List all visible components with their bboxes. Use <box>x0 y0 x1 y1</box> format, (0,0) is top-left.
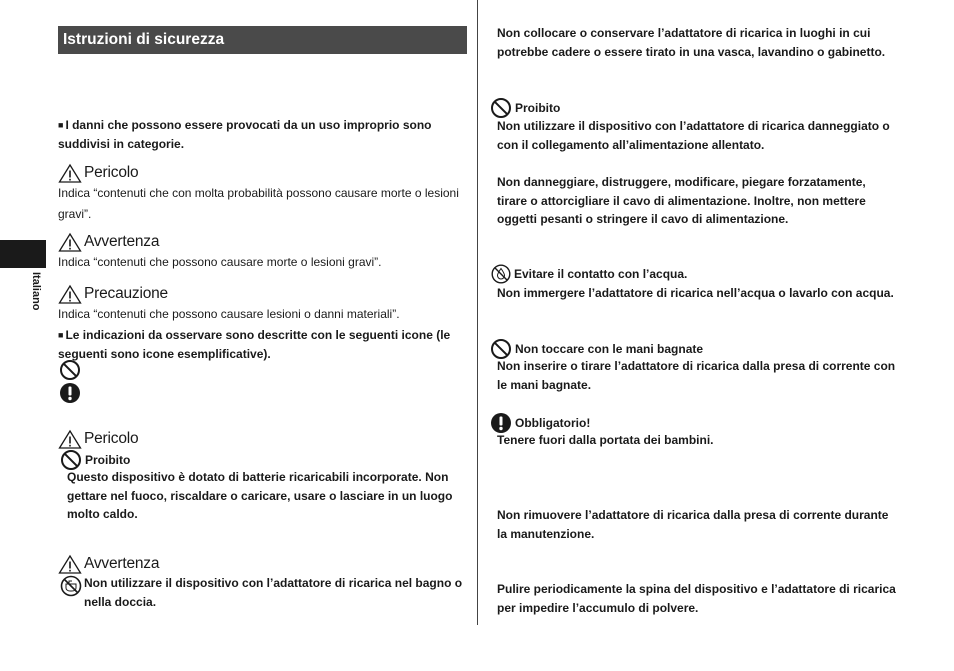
category-desc-precauzione: Indica “contenuti che possono causare lesioni o danni materiali”. <box>58 307 400 321</box>
right-paragraph-7: Non rimuovere l’adattatore di ricarica dalla presa di corrente durante la manutenzione. <box>497 508 889 541</box>
right-paragraph-8: Pulire periodicamente la spina del dispositivo e l’adattatore di ricarica per impedire l’accumulo di polvere. <box>497 582 896 615</box>
section-heading-avvertenza <box>58 554 159 574</box>
category-heading-avvertenza <box>58 232 159 252</box>
right-paragraph-2: Non utilizzare il dispositivo con l’adattatore di ricarica danneggiato o con il collegamento all’alimentazione allentato. <box>497 119 890 152</box>
category-heading-text: Avvertenza <box>84 233 160 250</box>
right-paragraph-4: Non immergere l’adattatore di ricarica nell’acqua o lavarlo con acqua. <box>497 286 894 300</box>
icons-bullet <box>58 326 458 363</box>
proibito-label <box>490 97 560 119</box>
obbligatorio-label-text: Obbligatorio! <box>515 416 591 430</box>
intro-bullet-text: I danni che possono essere provocati da un uso improprio sono suddivisi in categorie. <box>58 118 432 151</box>
category-heading-text: Precauzione <box>84 285 168 302</box>
no-water-icon <box>491 264 511 284</box>
mani-label-text: Non toccare con le mani bagnate <box>515 342 704 356</box>
warning-triangle-icon <box>58 554 82 574</box>
right-paragraph-3: Non danneggiare, distruggere, modificare, piegare forzatamente, tirare o attorcigliare il cavo di alimentazione. Inoltre, non mettere oggetti pesanti o stringere il cavo di alimentazione. <box>497 175 866 226</box>
category-desc-avvertenza: Indica “contenuti che possono causare morte o lesioni gravi”. <box>58 255 382 269</box>
acqua-label-text: Evitare il contatto con l’acqua. <box>514 267 688 281</box>
intro-bullet <box>58 116 458 153</box>
category-desc-pericolo: Indica “contenuti che con molta probabilità possono causare morte o lesioni gravi”. <box>58 186 459 221</box>
proibito-label-text: Proibito <box>515 101 561 115</box>
square-bullet-icon: ■ <box>58 120 64 130</box>
language-tab-label: Italiano <box>30 272 42 311</box>
category-heading-text: Pericolo <box>84 164 139 181</box>
column-divider <box>477 0 478 625</box>
icons-bullet-text: Le indicazioni da osservare sono descritte con le seguenti icone (le seguenti sono icone esemplificative). <box>58 328 451 361</box>
warning-triangle-icon <box>58 284 82 304</box>
language-tab <box>0 240 46 268</box>
section-heading-text: Avvertenza <box>84 555 160 572</box>
warning-triangle-icon <box>58 163 82 183</box>
right-paragraph-1: Non collocare o conservare l’adattatore di ricarica in luoghi in cui potrebbe cadere o essere tirato in una vasca, lavandino o gabinetto. <box>497 26 886 59</box>
section-heading-text: Pericolo <box>84 430 139 447</box>
acqua-label <box>491 264 687 284</box>
right-paragraph-5: Non inserire o tirare l’adattatore di ricarica dalla presa di corrente con le mani bagnate. <box>497 359 896 392</box>
pericolo-text: Questo dispositivo è dotato di batterie ricaricabili incorporate. Non gettare nel fuoco, riscaldare o caricare, usare o lasciare in un luogo molto caldo. <box>67 470 453 521</box>
right-paragraph-6: Tenere fuori dalla portata dei bambini. <box>497 433 714 447</box>
proibito-label-text: Proibito <box>85 453 131 467</box>
warning-triangle-icon <box>58 232 82 252</box>
no-bathroom-icon <box>60 575 82 597</box>
prohibited-icon <box>59 359 81 381</box>
section-heading-pericolo <box>58 429 138 449</box>
mandatory-icon <box>59 382 81 404</box>
category-heading-pericolo <box>58 163 138 183</box>
section-title: Istruzioni di sicurezza <box>58 26 467 54</box>
category-heading-precauzione <box>58 284 168 304</box>
avvertenza-text: Non utilizzare il dispositivo con l’adattatore di ricarica nel bagno o nella doccia. <box>84 576 463 609</box>
warning-triangle-icon <box>58 429 82 449</box>
prohibited-icon <box>490 97 512 119</box>
square-bullet-icon: ■ <box>58 330 64 340</box>
